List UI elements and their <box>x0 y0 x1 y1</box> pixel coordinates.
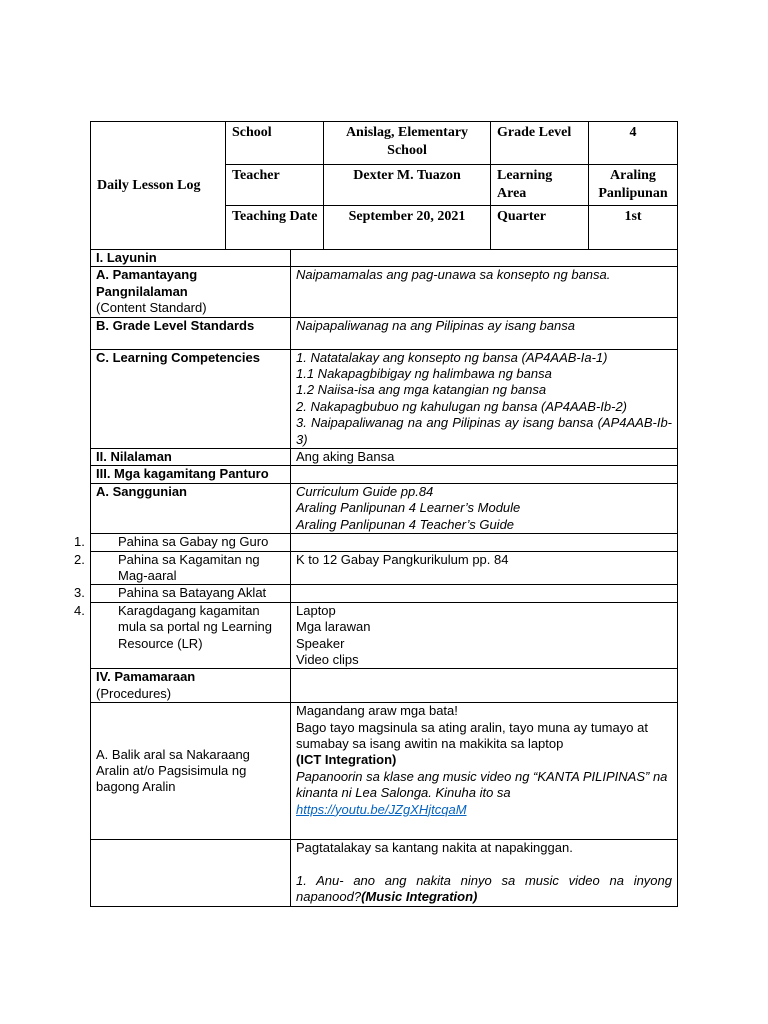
ref-item-label: Pahina sa Batayang Aklat <box>118 585 267 601</box>
teaching-date-label: Teaching Date <box>226 206 324 250</box>
teaching-date-value: September 20, 2021 <box>324 206 491 250</box>
ref-item-number: 2. <box>74 551 85 567</box>
ref-item-label: Pahina sa Kagamitan ng Mag-aaral <box>118 551 260 583</box>
materials-item: Laptop <box>296 602 336 618</box>
discussion-label-empty <box>91 840 291 907</box>
nilalaman-value: Ang aking Bansa <box>291 449 678 466</box>
layunin-empty-cell <box>291 250 678 267</box>
learning-area-label: Learning Area <box>491 165 589 206</box>
materials-item: Speaker <box>296 635 345 651</box>
learning-competencies-list <box>291 349 678 448</box>
materials-item: Video clips <box>296 651 359 667</box>
intro-text: Bago tayo magsinula sa ating aralin, tayo muna ay tumayo at sumabay sa isang awitin na makikita sa laptop <box>296 719 648 751</box>
grade-level-value: 4 <box>589 122 678 165</box>
ref-item-kagamitan <box>74 551 291 585</box>
video-link[interactable]: https://youtu.be/JZgXHjtcqaM <box>296 801 467 817</box>
ref-item-number: 1. <box>74 534 85 550</box>
lesson-log-table <box>74 121 678 907</box>
balik-aral-content <box>291 703 678 840</box>
competency-item: 1.1 Nakapagbibigay ng halimbawa ng bansa <box>296 366 552 382</box>
document-title: Daily Lesson Log <box>91 122 226 250</box>
pamamaraan-empty-cell <box>291 669 678 703</box>
teacher-value: Dexter M. Tuazon <box>324 165 491 206</box>
kagamitan-empty-cell <box>291 466 678 483</box>
teacher-label: Teacher <box>226 165 324 206</box>
sanggunian-list <box>291 483 678 533</box>
ref-item-gabay-guro <box>74 534 291 551</box>
video-text: Papanoorin sa klase ang music video ng “KANTA PILIPINAS” na kinanta ni Lea Salonga. Kinuha ito sa <box>296 768 668 801</box>
discussion-intro: Pagtatalakay sa kantang nakita at napakinggan. <box>296 840 573 856</box>
grade-level-standards-value: Naipapaliwanag na ang Pilipinas ay isang bansa <box>291 317 678 349</box>
ref-item-karagdagang <box>74 602 291 669</box>
section-nilalaman: II. Nilalaman <box>91 449 291 466</box>
grade-level-label: Grade Level <box>491 122 589 165</box>
content-standard-value: Naipamamalas ang pag-unawa sa konsepto ng bansa. <box>291 267 678 317</box>
music-integration-label: (Music Integration) <box>361 888 478 904</box>
learning-area-value: Araling Panlipunan <box>589 165 678 206</box>
competency-item: 2. Nakapagbubuo ng kahulugan ng bansa (AP4AAB-Ib-2) <box>296 398 628 414</box>
question-text: 1. Anu- ano ang nakita ninyo sa music video na inyong napanood? <box>296 872 672 904</box>
sanggunian-item: Araling Panlipunan 4 Learner’s Module <box>296 500 521 516</box>
karagdagang-list <box>291 602 678 669</box>
pamantayang-cell <box>91 267 291 317</box>
ref-item-value: K to 12 Gabay Pangkurikulum pp. 84 <box>291 551 678 585</box>
video-description <box>296 769 672 818</box>
sanggunian-label: A. Sanggunian <box>91 483 291 533</box>
balik-aral-label: A. Balik aral sa Nakaraang Aralin at/o Pagsisimula ng bagong Aralin <box>91 703 291 840</box>
pamamaraan-label: IV. Pamamaraan <box>96 669 196 685</box>
ict-integration-label: (ICT Integration) <box>296 752 397 768</box>
competency-item: 1. Natatalakay ang konsepto ng bansa (AP4AAB-Ia-1) <box>296 349 608 365</box>
school-label: School <box>226 122 324 165</box>
discussion-question <box>296 873 672 906</box>
competency-item: 3. Naipapaliwanag na ang Pilipinas ay isang bansa (AP4AAB-Ib-3) <box>296 415 672 447</box>
ref-item-value <box>291 585 678 602</box>
section-layunin: I. Layunin <box>91 250 291 267</box>
quarter-value: 1st <box>589 206 678 250</box>
competency-item: 1.2 Naiisa-isa ang mga katangian ng bansa <box>296 382 547 398</box>
procedures-label: (Procedures) <box>96 685 172 701</box>
blank-line <box>296 857 672 873</box>
discussion-content <box>291 840 678 907</box>
pamantayang-label: A. Pamantayang Pangnilalaman <box>96 267 198 299</box>
ref-item-value <box>291 534 678 551</box>
ref-item-label: Karagdagang kagamitan mula sa portal ng Learning Resource (LR) <box>118 602 272 651</box>
ref-item-number: 4. <box>74 602 85 618</box>
quarter-label: Quarter <box>491 206 589 250</box>
section-pamamaraan <box>91 669 291 703</box>
ref-item-number: 3. <box>74 585 85 601</box>
ref-item-label: Pahina sa Gabay ng Guro <box>118 534 269 550</box>
content-standard-label: (Content Standard) <box>96 300 207 316</box>
learning-competencies-label: C. Learning Competencies <box>91 349 291 448</box>
sanggunian-item: Araling Panlipunan 4 Teacher’s Guide <box>296 516 515 532</box>
section-kagamitan: III. Mga kagamitang Panturo <box>91 466 291 483</box>
sanggunian-item: Curriculum Guide pp.84 <box>296 483 434 499</box>
ref-item-batayang-aklat <box>74 585 291 602</box>
materials-item: Mga larawan <box>296 619 371 635</box>
grade-level-standards-label: B. Grade Level Standards <box>91 317 291 349</box>
greeting-text: Magandang araw mga bata! <box>296 703 458 719</box>
school-value: Anislag, Elementary School <box>324 122 491 165</box>
lesson-log-page <box>74 121 677 907</box>
